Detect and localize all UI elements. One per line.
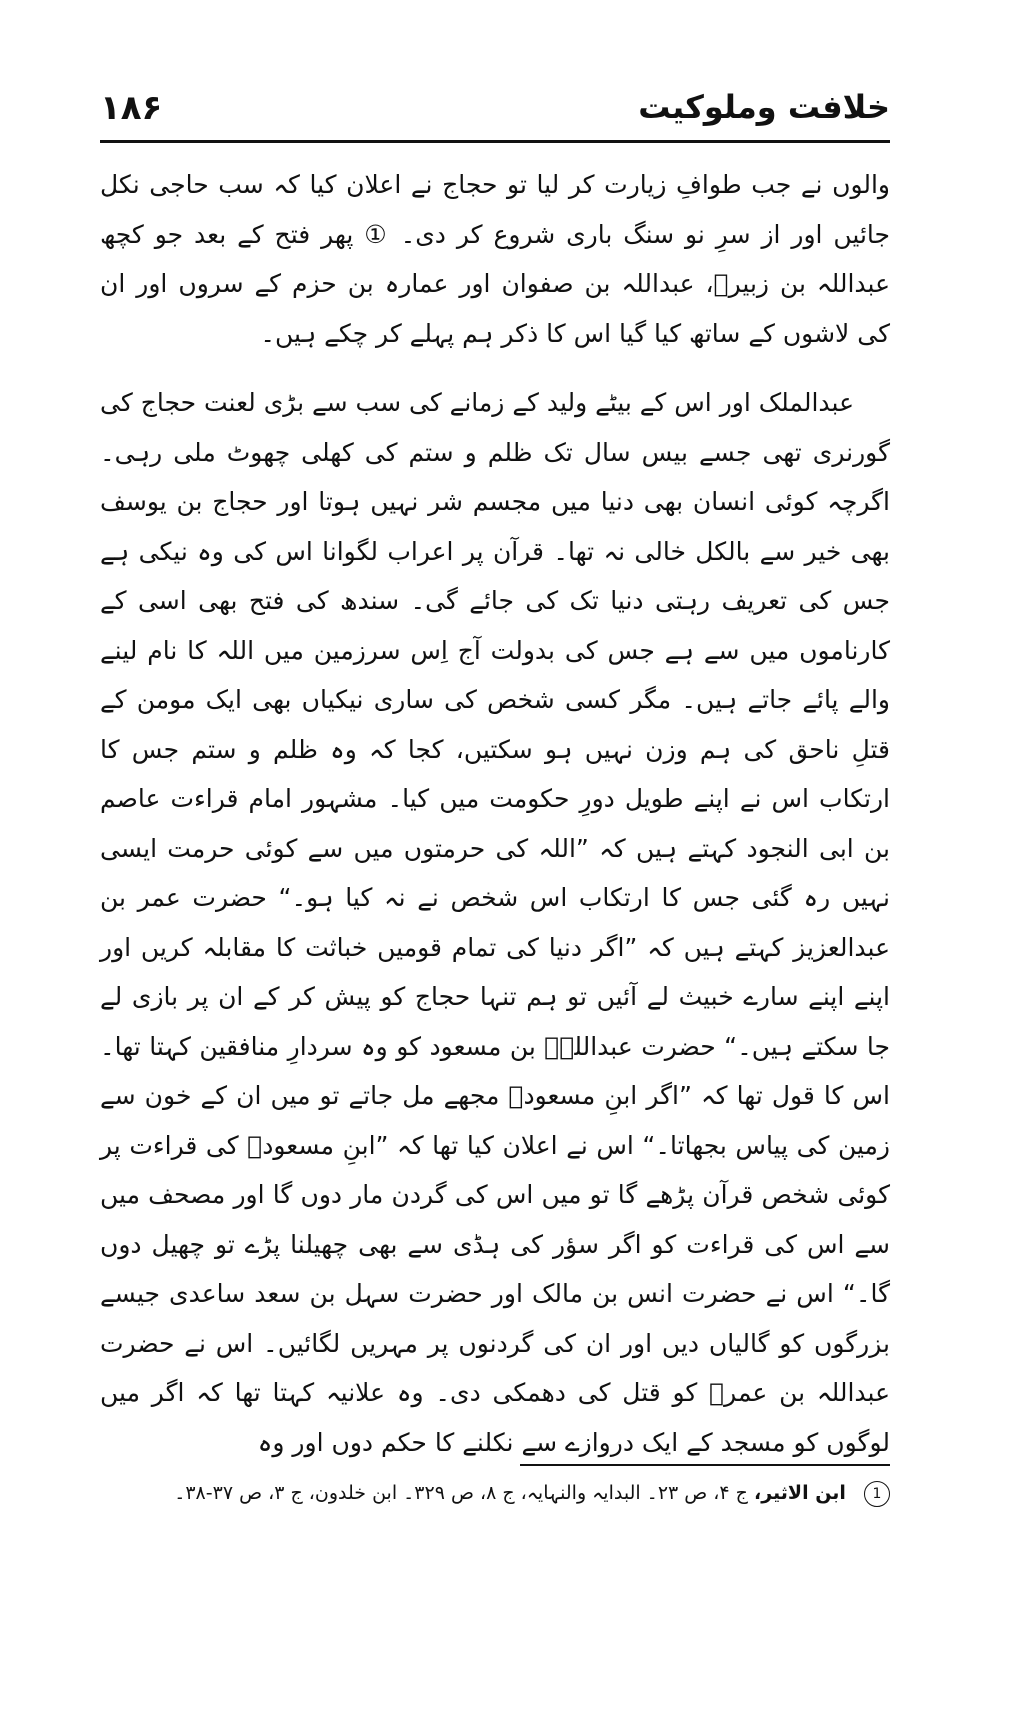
- running-title: خلافت وملوکیت: [638, 88, 890, 126]
- body-text: [100, 160, 890, 1467]
- page-header: [100, 88, 890, 138]
- footnote-source: ابن الاثیر،: [754, 1482, 846, 1504]
- footnote-reference: ج ۴، ص ۲۳۔ البدایہ والنہایہ، ج ۸، ص ۳۲۹۔ ابن خلدون، ج ۳، ص ۳۷-۳۸۔: [174, 1482, 748, 1504]
- header-divider: [100, 140, 890, 143]
- page-number: ۱۸۶: [100, 88, 163, 128]
- footnote-marker: 1: [864, 1481, 890, 1507]
- footnote: [100, 1478, 890, 1508]
- paragraph-2: عبدالملک اور اس کے بیٹے ولید کے زمانے کی سب سے بڑی لعنت حجاج کی گورنری تھی جسے بیس سال تک ظلم و ستم کی کھلی چھوٹ ملی رہی۔ اگرچہ کوئی انسان بھی دنیا میں مجسم شر نہیں ہوتا اور حجاج بن یوسف بھی خیر سے بالکل خالی نہ تھا۔ قرآن پر اعراب لگوانا اس کی وہ نیکی ہے جس کی تعریف رہتی دنیا تک کی جائے گی۔ سندھ کی فتح بھی اسی کے کارناموں میں سے ہے جس کی بدولت آج اِس سرزمین میں اللہ کا نام لینے والے پائے جاتے ہیں۔ مگر کسی شخص کی ساری نیکیاں بھی ایک مومن کے قتلِ ناحق کی ہم وزن نہیں ہو سکتیں، کجا کہ وہ ظلم و ستم جس کا ارتکاب اس نے اپنے طویل دورِ حکومت میں کیا۔ مشہور امام قراءت عاصم بن ابی النجود کہتے ہیں کہ ”اللہ کی حرمتوں میں سے کوئی حرمت ایسی نہیں رہ گئی جس کا ارتکاب اس شخص نے نہ کیا ہو۔“ حضرت عمر بن عبدالعزیز کہتے ہیں کہ ”اگر دنیا کی تمام قومیں خباثت کا مقابلہ کریں اور اپنے اپنے سارے خبیث لے آئیں تو ہم تنہا حجاج کو پیش کر کے ان پر بازی لے جا سکتے ہیں۔“ حضرت عبداللہؓ بن مسعود کو وہ سردارِ منافقین کہتا تھا۔ اس کا قول تھا کہ ”اگر ابنِ مسعودؓ مجھے مل جاتے تو میں ان کے خون سے زمین کی پیاس بجھاتا۔“ اس نے اعلان کیا تھا کہ ”ابنِ مسعودؓ کی قراءت پر کوئی شخص قرآن پڑھے گا تو میں اس کی گردن مار دوں گا اور مصحف میں سے اس کی قراءت کو اگر سؤر کی ہڈی سے بھی چھیلنا پڑے تو چھیل دوں گا۔“ اس نے حضرت انس بن مالک اور حضرت سہل بن سعد ساعدی جیسے بزرگوں کو گالیاں دیں اور ان کی گردنوں پر مہریں لگائیں۔ اس نے حضرت عبداللہ بن عمرؓ کو قتل کی دھمکی دی۔ وہ علانیہ کہتا تھا کہ اگر میں لوگوں کو مسجد کے ایک دروازے سے نکلنے کا حکم دوں اور وہ: [100, 388, 890, 1457]
- footnote-divider: [520, 1464, 890, 1466]
- paragraph-1: والوں نے جب طوافِ زیارت کر لیا تو حجاج نے اعلان کیا کہ سب حاجی نکل جائیں اور از سرِ نو سنگ باری شروع کر دی۔ ① پھر فتح کے بعد جو کچھ عبداللہ بن زبیرؓ، عبداللہ بن صفوان اور عمارہ بن حزم کے سروں اور ان کی لاشوں کے ساتھ کیا گیا اس کا ذکر ہم پہلے کر چکے ہیں۔: [100, 170, 890, 348]
